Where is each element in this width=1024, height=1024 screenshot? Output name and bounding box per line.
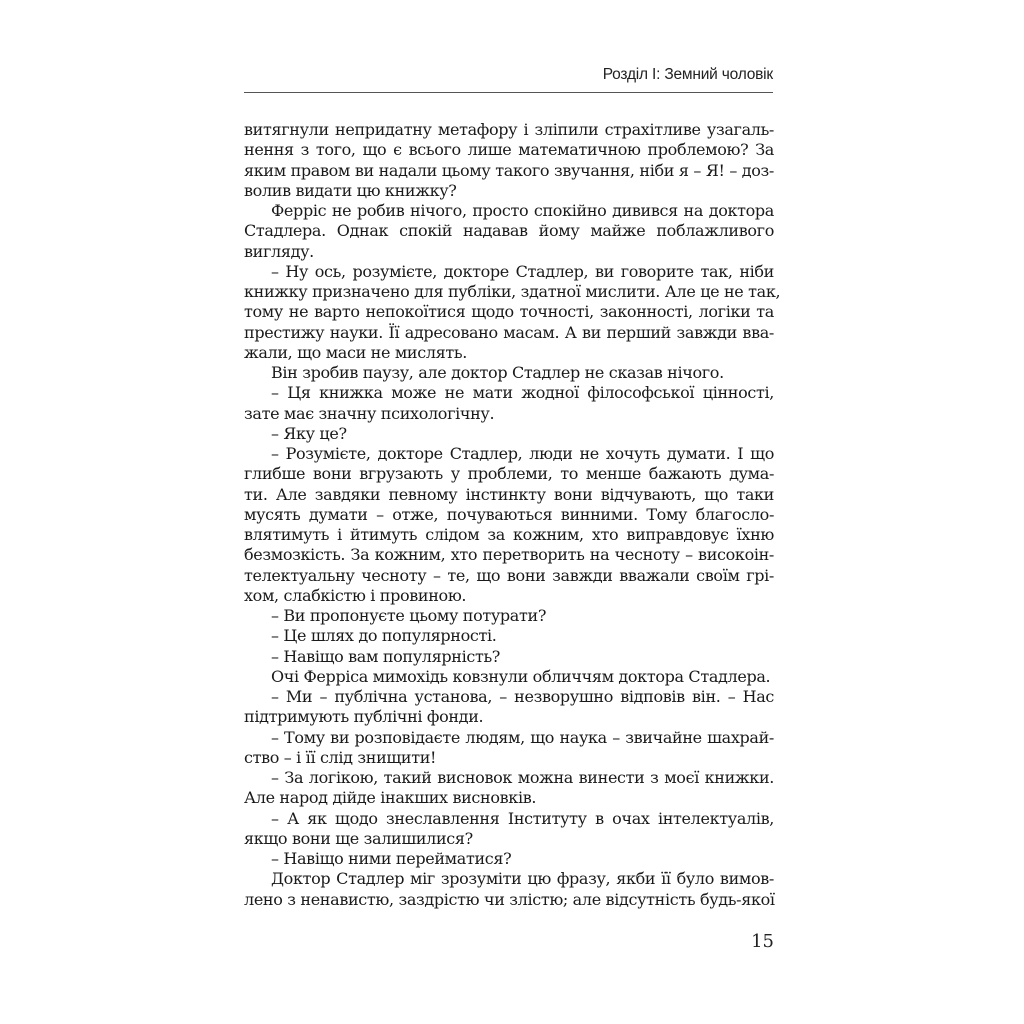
text-line: Ферріс не робив нічого, просто спокійно дивився на доктора (271, 201, 774, 220)
text-line: безмозкість. За кожним, хто перетворить на чесноту – високоін- (244, 545, 774, 565)
text-line: жали, що маси не мислять. (244, 342, 467, 362)
text-line: зате має значну психологічну. (244, 403, 495, 423)
text-line: – Навіщо ними перейматися? (271, 849, 512, 868)
text-line: книжку призначено для публіки, здатної мислити. Але це не так, (244, 282, 781, 301)
text-line: витягнули непридатну метафору і зліпили страхітливе узагаль- (244, 120, 774, 139)
text-line: нення з того, що є всього лише математичною проблемою? За (244, 140, 774, 160)
text-line: престижу науки. Її адресовано масам. А ви перший завжди вва- (244, 322, 774, 342)
text-line: влятимуть і йтимуть слідом за кожним, хто виправдовує їхню (244, 525, 774, 544)
text-line: – А як щодо знеславлення Інституту в очах інтелектуалів, (271, 808, 774, 828)
text-line: – Тому ви розповідаєте людям, що наука – звичайне шахрай- (271, 727, 774, 747)
text-line: – Розумієте, докторе Стадлер, люди не хочуть думати. І що (271, 444, 774, 463)
text-line: – Ви пропонуєте цьому потурати? (271, 606, 547, 625)
text-line: Стадлера. Однак спокій надавав йому майже поблажливого (244, 221, 774, 241)
text-line: ти. Але завдяки певному інстинкту вони відчувають, що таки (244, 484, 774, 504)
text-line: – Навіщо вам популярність? (271, 646, 501, 666)
text-line: мусять думати – отже, почуваються винними. Тому благосло- (244, 504, 774, 524)
text-line: глибше вони вгрузають у проблеми, то менше бажають дума- (244, 464, 774, 484)
text-line: якщо вони ще залишилися? (244, 828, 473, 848)
text-line: тому не варто непокоїтися щодо точності, законності, логіки та (244, 302, 774, 322)
text-line: Доктор Стадлер міг зрозуміти цю фразу, якби її було вимов- (271, 869, 774, 889)
text-line: – Це шлях до популярності. (271, 626, 497, 646)
text-line: телектуальну чесноту – те, що вони завжди вважали своїм грі- (244, 565, 774, 585)
text-line: підтримують публічні фонди. (244, 707, 484, 727)
text-line: вигляду. (244, 241, 314, 261)
text-line: – Ця книжка може не мати жодної філософської цінності, (271, 383, 774, 403)
page-number: 15 (751, 931, 774, 952)
text-line: Очі Ферріса мимохідь ковзнули обличчям доктора Стадлера. (271, 666, 771, 686)
running-header: Розділ І: Земний чоловік (602, 66, 773, 83)
text-line: Він зробив паузу, але доктор Стадлер не сказав нічого. (271, 363, 724, 382)
text-line: лено з ненавистю, заздрістю чи злістю; але відсутність будь-якої (244, 889, 775, 909)
text-line: хом, слабкістю і провиною. (244, 585, 467, 605)
text-line: яким правом ви надали цьому такого звучання, ніби я – Я! – доз- (244, 160, 774, 180)
text-line: – Яку це? (271, 423, 347, 443)
text-line: – Ну ось, розумієте, докторе Стадлер, ви говорите так, ніби (271, 261, 774, 281)
text-line: – За логікою, такий висновок можна винести з моєї книжки. (271, 768, 774, 787)
text-line: волив видати цю книжку? (244, 180, 457, 200)
body-text (244, 120, 781, 910)
text-line: – Ми – публічна установа, – незворушно відповів він. – Нас (271, 687, 774, 706)
text-line: ство – і її слід знищити! (244, 747, 437, 767)
header-rule (244, 92, 773, 93)
text-line: Але народ дійде інакших висновків. (244, 788, 537, 808)
